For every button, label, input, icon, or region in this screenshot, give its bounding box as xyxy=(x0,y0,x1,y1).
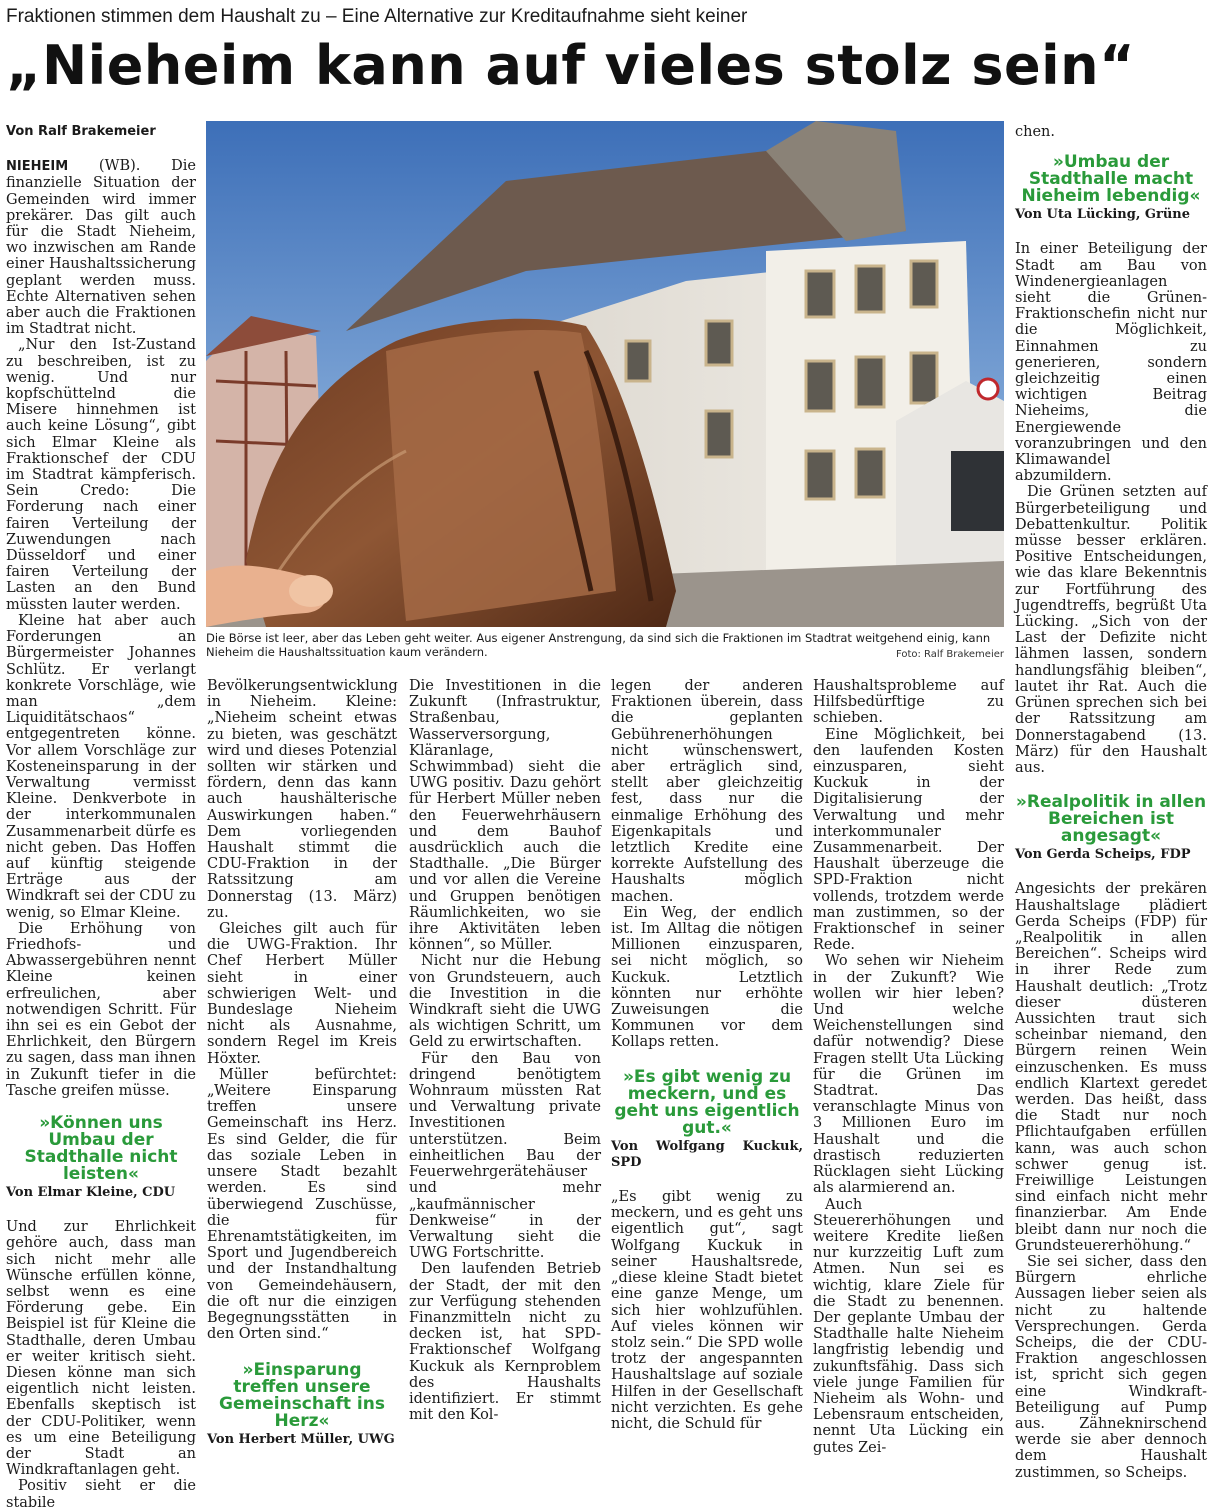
paragraph: Kleine hat aber auch Forderungen an Bürgermeister Johannes Schlütz. Er verlangt konkrete Vorschläge, wie man „dem Liquiditätschaos“ entgegentreten könne. Vor allem Vorschläge zur Kosteneinsparung in der Verwaltung vermisst Kleine. Denkverbote in der interkommunalen Zusammenarbeit dürfe es nicht geben. Das Hoffen auf künftig steigende Erträge aus der Windkraft sei der CDU zu wenig, so Elmar Kleine. xyxy=(6,612,196,921)
subheading: »Realpolitik in allen Bereichen ist angesagt« xyxy=(1015,792,1207,847)
traffic-sign-icon xyxy=(978,379,998,399)
photo-caption: Die Börse ist leer, aber das Leben geht weiter. Aus eigener Anstrengung, da sind sich die Fraktionen im Stadtrat weitgehend einig, kann Nieheim die Haushaltssituation kaum verändern. xyxy=(206,631,991,659)
paragraph: „Es gibt wenig zu meckern, und es geht uns eigentlich gut“, sagt Wolfgang Kuckuk in seiner Haushaltsrede, „diese kleine Stadt bietet eine ganze Menge, um sich hier wohlzufühlen. Auf vieles können wir stolz sein.“ Die SPD wolle trotz der angespannten Haushaltslage auf soziale Hilfen in der Gesellschaft nicht verzichten. Es gehe nicht, die Schuld für xyxy=(611,1189,803,1432)
paragraph: Die Erhöhung von Friedhofs- und Abwassergebühren nennt Kleine keinen erfreulichen, aber notwendigen Schritt. Für ihn sei es ein Gebot der Ehrlichkeit, den Bürgern zu sagen, dass man ihnen in Zukunft tiefer in die Tasche greifen müsse. xyxy=(6,920,196,1099)
paragraph: Für den Bau von dringend benötigtem Wohnraum müssten Rat und Verwaltung private Investitionen unterstützen. Beim einheitlichen Bau der Feuerwehrgerätehäuser und mehr „kaufmännischer Denkweise“ in der Verwaltung sieht die UWG Fortschritte. xyxy=(409,1050,601,1262)
paragraph: Angesichts der prekären Haushaltslage plädiert Gerda Scheips (FDP) für „Realpolitik in allen Bereichen“. Scheips wird in ihrer Rede zum Haushalt deutlich: „Trotz dieser düsteren Aussichten traut sich scheinbar niemand, den Bürgern reinen Wein einzuschenken. Es muss endlich Klartext geredet werden. Das heißt, dass die Stadt nur noch Pflichtaufgaben erfüllen kann, was auch schon schwer genug ist. Freiwillige Leistungen sind einfach nicht mehr finanzierbar. Am Ende bleibt dann nur noch die Grundsteuererhöhung.“ xyxy=(1015,881,1207,1254)
article-photo xyxy=(206,121,1004,627)
paragraph: Gleiches gilt auch für die UWG-Fraktion. Ihr Chef Herbert Müller sieht in einer schwierigen Welt- und Bundeslage Nieheim nicht als Ausnahme, sondern Regel im Kreis Höxter. xyxy=(207,921,397,1067)
article-kicker: Fraktionen stimmen dem Haushalt zu – Eine Alternative zur Kreditaufnahme sieht keiner xyxy=(6,6,748,27)
paragraph xyxy=(6,158,196,337)
subheading-byline: Von Elmar Kleine, CDU xyxy=(6,1184,176,1200)
subheading: »Können uns Umbau der Stadthalle nicht leisten« xyxy=(24,1112,178,1184)
paragraph: Eine Möglichkeit, bei den laufenden Kosten einzusparen, sieht Kuckuk in der Digitalisierung der Verwaltung und mehr interkommunaler Zusammenarbeit. Der Haushalt überzeuge die SPD-Fraktion nicht vollends, trotzdem werde man zustimmen, so der Fraktionschef in seiner Rede. xyxy=(813,726,1004,954)
paragraph: Die Investitionen in die Zukunft (Infrastruktur, Straßenbau, Wasserversorgung, Kläranlage, Schwimmbad) sieht die UWG positiv. Dazu gehört für Herbert Müller neben den Feuerwehrhäusern und dem Bauhof ausdrücklich auch die Stadthalle. „Die Bürger und vor allen die Vereine und Gruppen benötigen Räumlichkeiten, wo sie ihre Aktivitäten leben können“, so Müller. xyxy=(409,678,601,954)
paragraph: In einer Beteiligung der Stadt am Bau von Windenergieanlagen sieht die Grünen-Fraktionschefin nicht nur die Möglichkeit, Einnahmen zu generieren, sondern gleichzeitig einen wichtigen Beitrag Nieheims, die Energiewende voranzubringen und den Klimawandel abzumildern. xyxy=(1015,241,1207,485)
article-byline: Von Ralf Brakemeier xyxy=(6,124,156,139)
subheading-byline: Von Gerda Scheips, FDP xyxy=(1015,847,1191,863)
wallet-photo-illustration xyxy=(206,121,1004,627)
subheading: »Umbau der Stadthalle macht Nieheim lebendig« xyxy=(1021,152,1201,207)
dateline: NIEHEIM xyxy=(6,159,69,175)
paragraph: Sie sei sicher, dass den Bürgern ehrliche Aussagen lieber seien als nicht zu haltende Versprechungen. Gerda Scheips, die der CDU-Fraktion angeschlossen ist, spricht sich gegen eine Windkraft-Beteiligung auf Pump aus. Zähneknirschend werde sie aber dennoch dem Haushalt zustimmen, so Scheips. xyxy=(1015,1253,1207,1481)
paragraph: Bevölkerungsentwicklung in Nieheim. Kleine: „Nieheim scheint etwas zu bieten, was geschätzt wird und dieses Potenzial sollten wir stärken und fördern, denn das kann auch haushälterische Auswirkungen haben.“ Dem vorliegenden Haushalt stimmt die CDU-Fraktion in der Ratssitzung am Donnerstag (13. März) zu. xyxy=(207,678,398,921)
column-2 xyxy=(207,678,397,1467)
paragraph: Den laufenden Betrieb der Stadt, der mit den zur Verfügung stehenden Finanzmitteln nicht zu decken ist, hat SPD-Fraktionschef Wolfgang Kuckuk als Kernproblem des Haushalts identifiziert. Er stimmt mit den Kol- xyxy=(409,1261,601,1424)
paragraph: Haushaltsprobleme auf Hilfsbedürftige zu schieben. xyxy=(813,678,1004,727)
source-tag: (WB). xyxy=(68,158,141,175)
paragraph: Die Grünen setzten auf Bürgerbeteiligung und Debattenkultur. Politik müsse besser erklären. Positive Entscheidungen, wie das klare Bekenntnis zur Fortführung des Jugendtreffs, begrüßt Uta Lücking. „Sich von der Last der Defizite nicht lähmen lassen, sondern handlungsfähig bleiben“, lautet ihr Rat. Auch die Grünen sprechen sich bei der Ratssitzung am Donnerstagabend (13. März) für den Haushalt aus. xyxy=(1015,484,1207,776)
paragraph: Ein Weg, der endlich ist. Im Alltag die nötigen Millionen einzusparen, sei nicht möglich, so Kuckuk. Letztlich könnten nur erhöhte Zuweisungen die Kommunen vor dem Kollaps retten. xyxy=(611,904,803,1051)
paragraph: Nicht nur die Hebung von Grundsteuern, auch die Investition in die Windkraft sieht die UWG als wichtigen Schritt, um Geld zu erwirtschaften. xyxy=(409,953,601,1051)
column-6 xyxy=(1015,124,1207,1481)
subheading-byline: Von Uta Lücking, Grüne xyxy=(1015,207,1191,223)
column-3 xyxy=(409,678,601,1423)
paragraph-text: Die finanzielle Situation der Gemeinden wird immer prekärer. Das gilt auch für die Stadt Nieheim, wo inzwischen am Rande einer Haushaltssicherung geplant werden muss. Echte Alternativen sehen aber auch die Fraktionen im Stadtrat nicht. xyxy=(6,158,196,338)
paragraph: Müller befürchtet: „Weitere Einsparung treffen unsere Gemeinschaft ins Herz. Es sind Gelder, die für das soziale Leben in unsere Stadt bezahlt werden. Es sind überwiegend Zuschüsse, die für Ehrenamtstätigkeiten, im Sport und Jugendbereich und der Instandhaltung von Gemeindehäusern, die oft nur die einzigen Begegnungsstätten in den Orten sind.“ xyxy=(207,1066,397,1343)
article-headline: „Nieheim kann auf vieles stolz sein“ xyxy=(6,34,1136,97)
column-5 xyxy=(813,678,1004,1456)
paragraph: „Nur den Ist-Zustand zu beschreiben, ist zu wenig. Und nur kopfschüttelnd die Misere hinnehmen ist auch keine Lösung“, gibt sich Elmar Kleine als Fraktionschef der CDU im Stadtrat kämpferisch. Sein Credo: Die Forderung nach einer fairen Verteilung der Zuwendungen nach Düsseldorf und einer fairen Verteilung der Lasten an den Bund müssten lauter werden. xyxy=(6,337,196,613)
subheading-byline: Von Herbert Müller, UWG xyxy=(207,1432,395,1448)
paragraph: Und zur Ehrlichkeit gehöre auch, dass man sich nicht mehr alle Wünsche erfüllen könne, selbst wenn es eine Förderung gebe. Ein Beispiel ist für Kleine die Stadthalle, deren Umbau er weiter kritisch sieht. Diesen könne man sich eigentlich nicht leisten. Ebenfalls skeptisch ist der CDU-Politiker, wenn es um eine Beteiligung der Stadt an Windkraftanlagen geht. xyxy=(6,1219,196,1479)
paragraph: legen der anderen Fraktionen überein, dass die geplanten Gebührenerhöhungen nicht wünschenswert, aber erträglich sind, stellt aber gleichzeitig fest, dass nur die einmalige Erhöhung des Eigenkapitals und letztlich Kredite eine korrekte Aufstellung des Haushalts möglich machen. xyxy=(611,678,803,905)
column-1 xyxy=(6,124,196,1511)
subheading: »Es gibt wenig zu meckern, und es geht uns eigentlich gut.« xyxy=(614,1066,800,1138)
paragraph: Auch Steuererhöhungen und weitere Kredite ließen nur kurzzeitig Luft zum Atmen. Nun sei es wichtig, klare Ziele für die Stadt zu benennen. Der geplante Umbau der Stadthalle halte Nieheim langfristig lebendig und zukunftsfähig. Dass sich viele junge Familien für Nieheim als Wohn- und Lebensraum entscheiden, nennt Uta Lücking ein gutes Zei- xyxy=(813,1196,1004,1456)
photo-credit: Foto: Ralf Brakemeier xyxy=(895,649,1004,660)
subheading-byline: Von Wolfgang Kuckuk, SPD xyxy=(611,1138,803,1170)
paragraph: Positiv sieht er die stabile xyxy=(6,1478,196,1511)
subheading: »Einsparung treffen unsere Gemeinschaft ins Herz« xyxy=(219,1360,385,1432)
paragraph: Wo sehen wir Nieheim in der Zukunft? Wie wollen wir hier leben? Und welche Weichenstellungen sind dafür notwendig? Diese Fragen stellt Uta Lücking für die Grünen im Stadtrat. Das veranschlagte Minus von 3 Millionen Euro im Haushalt und die drastisch reduzierten Rücklagen sieht Lücking als alarmierend an. xyxy=(813,953,1004,1197)
column-4 xyxy=(611,678,803,1432)
paragraph: chen. xyxy=(1015,124,1055,140)
